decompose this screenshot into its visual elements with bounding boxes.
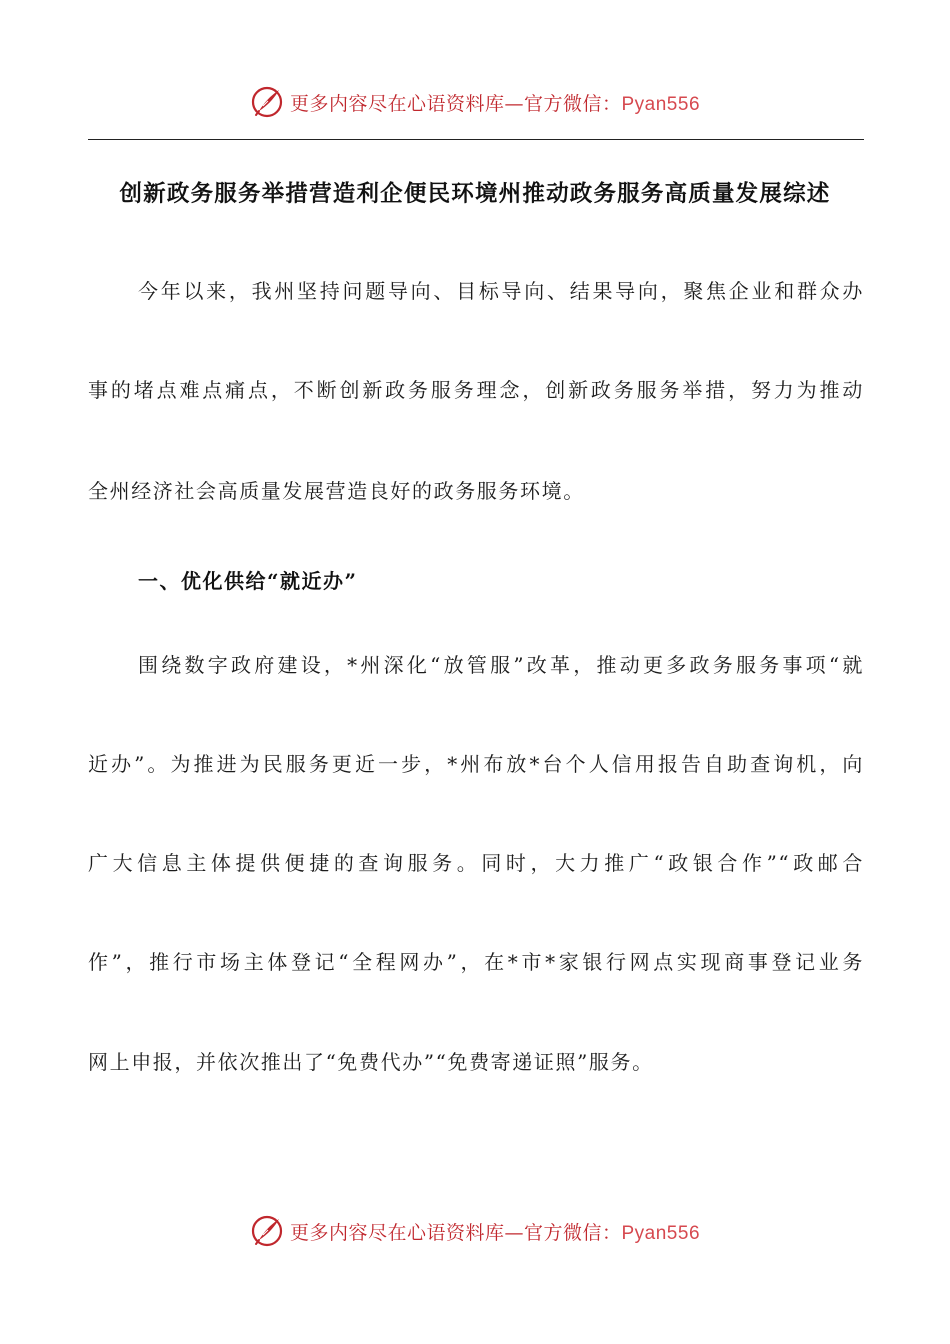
header-divider <box>88 139 864 140</box>
quill-pen-icon <box>250 85 284 119</box>
banner-text <box>290 1218 700 1245</box>
paragraph-2-line-2: 近办”。为推进为民服务更近一步，*州布放*台个人信用报告自助查询机，向 <box>88 752 864 776</box>
quill-pen-icon <box>250 1214 284 1248</box>
banner-text <box>290 89 700 116</box>
section-heading-1: 一、优化供给“就近办” <box>138 569 358 593</box>
paragraph-2-line-5: 网上申报，并依次推出了“免费代办”“免费寄递证照”服务。 <box>88 1050 654 1074</box>
wechat-id: Pyan556 <box>621 1222 701 1244</box>
document-title: 创新政务服务举措营造利企便民环境州推动政务服务高质量发展综述 <box>119 181 831 207</box>
paragraph-2-line-1: 围绕数字政府建设，*州深化“放管服”改革，推动更多政务服务事项“就 <box>138 653 864 677</box>
paragraph-2-line-3: 广大信息主体提供便捷的查询服务。同时，大力推广“政银合作”“政邮合 <box>88 851 864 875</box>
banner-slogan: 更多内容尽在心语资料库—官方微信： <box>289 1221 622 1244</box>
paragraph-1-line-2: 事的堵点难点痛点，不断创新政务服务理念，创新政务服务举措，努力为推动 <box>88 378 864 402</box>
header-banner <box>0 82 950 122</box>
paragraph-1-line-1: 今年以来，我州坚持问题导向、目标导向、结果导向，聚焦企业和群众办 <box>138 279 864 303</box>
banner-slogan: 更多内容尽在心语资料库—官方微信： <box>289 92 622 115</box>
paragraph-2-line-4: 作”，推行市场主体登记“全程网办”，在*市*家银行网点实现商事登记业务 <box>88 950 864 974</box>
wechat-id: Pyan556 <box>621 93 701 115</box>
footer-banner <box>0 1211 950 1251</box>
paragraph-1-line-3: 全州经济社会高质量发展营造良好的政务服务环境。 <box>88 479 585 503</box>
